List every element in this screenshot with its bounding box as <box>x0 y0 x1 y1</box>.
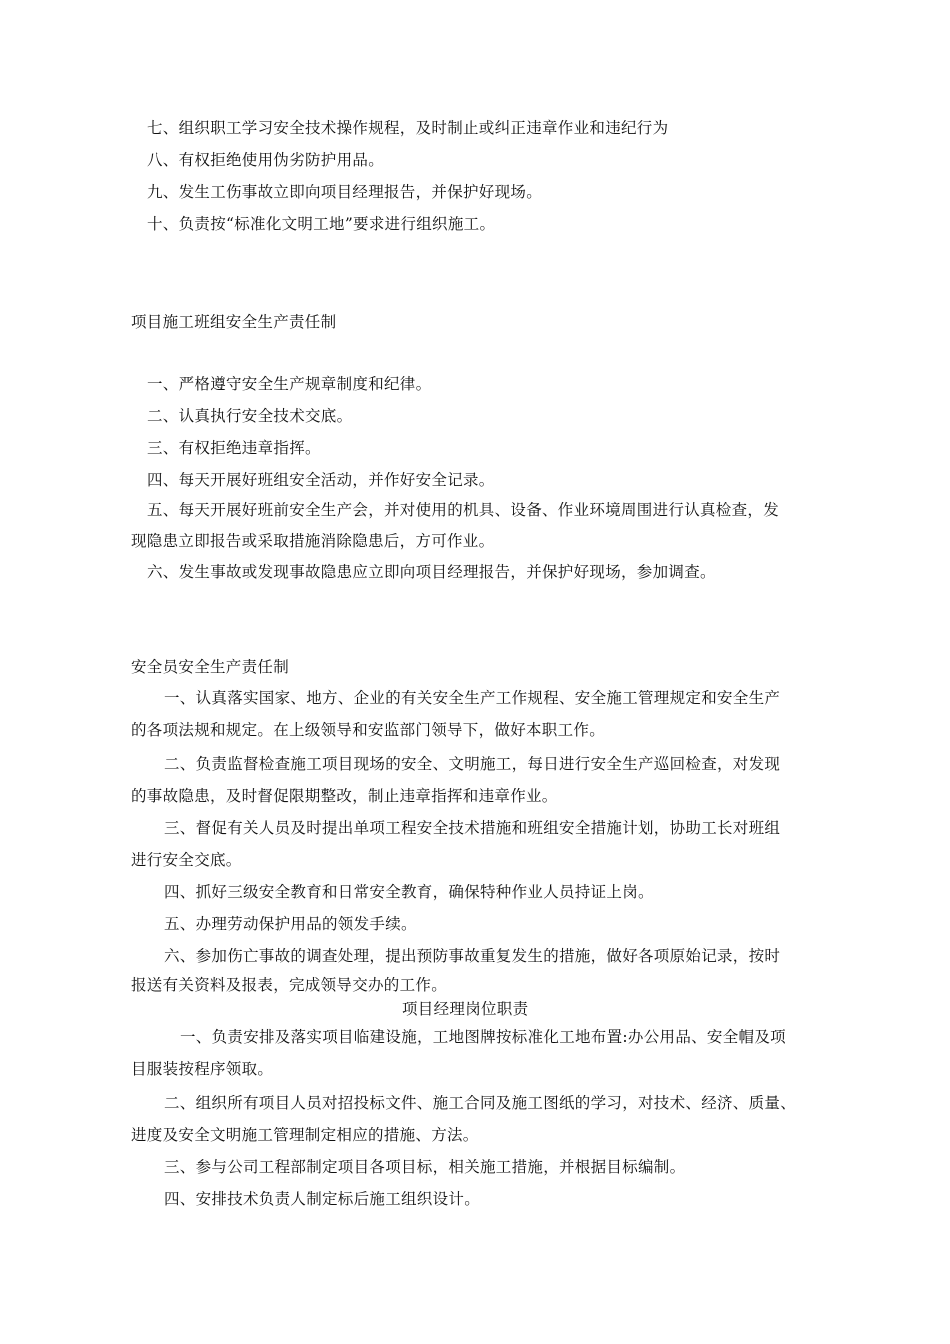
clause-10: 十、负责按“标准化文明工地”要求进行组织施工。 <box>147 215 496 233</box>
team-clause-5-cont: 现隐患立即报告或采取措施消除隐患后，方可作业。 <box>131 532 495 550</box>
manager-clause-3: 三、参与公司工程部制定项目各项目标，相关施工措施，并根据目标编制。 <box>164 1158 686 1176</box>
clause-8: 八、有权拒绝使用伪劣防护用品。 <box>147 151 385 169</box>
officer-clause-1: 一、认真落实国家、地方、企业的有关安全生产工作规程、安全施工管理规定和安全生产 <box>164 689 781 707</box>
section-title-safety-officer: 安全员安全生产责任制 <box>131 658 290 676</box>
officer-clause-3: 三、督促有关人员及时提出单项工程安全技术措施和班组安全措施计划，协助工长对班组 <box>164 819 781 837</box>
team-clause-1: 一、严格遵守安全生产规章制度和纪律。 <box>147 375 432 393</box>
team-clause-2: 二、认真执行安全技术交底。 <box>147 407 353 425</box>
manager-clause-1: 一、负责安排及落实项目临建设施，工地图牌按标准化工地布置:办公用品、安全帽及项 <box>180 1028 786 1046</box>
section-title-team-safety: 项目施工班组安全生产责任制 <box>131 313 337 331</box>
team-clause-5: 五、每天开展好班前安全生产会，并对使用的机具、设备、作业环境周围进行认真检查，发 <box>147 501 780 519</box>
manager-clause-2: 二、组织所有项目人员对招投标文件、施工合同及施工图纸的学习，对技术、经济、质量、 <box>164 1094 797 1112</box>
clause-9: 九、发生工伤事故立即向项目经理报告，并保护好现场。 <box>147 183 543 201</box>
officer-clause-5: 五、办理劳动保护用品的领发手续。 <box>164 915 417 933</box>
team-clause-6: 六、发生事故或发现事故隐患应立即向项目经理报告，并保护好现场，参加调查。 <box>147 563 716 581</box>
team-clause-4: 四、每天开展好班组安全活动，并作好安全记录。 <box>147 471 495 489</box>
officer-clause-6: 六、参加伤亡事故的调查处理，提出预防事故重复发生的措施，做好各项原始记录，按时 <box>164 947 781 965</box>
officer-clause-4: 四、抓好三级安全教育和日常安全教育，确保特种作业人员持证上岗。 <box>164 883 654 901</box>
section-title-project-manager: 项目经理岗位职责 <box>402 1000 529 1018</box>
officer-clause-2: 二、负责监督检查施工项目现场的安全、文明施工，每日进行安全生产巡回检查，对发现 <box>164 755 781 773</box>
officer-clause-1-cont: 的各项法规和规定。在上级领导和安监部门领导下，做好本职工作。 <box>131 721 606 739</box>
manager-clause-1-cont: 目服装按程序领取。 <box>131 1060 274 1078</box>
team-clause-3: 三、有权拒绝违章指挥。 <box>147 439 321 457</box>
officer-clause-3-cont: 进行安全交底。 <box>131 851 242 869</box>
officer-clause-6-cont: 报送有关资料及报表，完成领导交办的工作。 <box>131 976 448 994</box>
manager-clause-2-cont: 进度及安全文明施工管理制定相应的措施、方法。 <box>131 1126 479 1144</box>
officer-clause-2-cont: 的事故隐患，及时督促限期整改，制止违章指挥和违章作业。 <box>131 787 558 805</box>
manager-clause-4: 四、安排技术负责人制定标后施工组织设计。 <box>164 1190 481 1208</box>
clause-7: 七、组织职工学习安全技术操作规程，及时制止或纠正违章作业和违纪行为 <box>147 119 669 137</box>
